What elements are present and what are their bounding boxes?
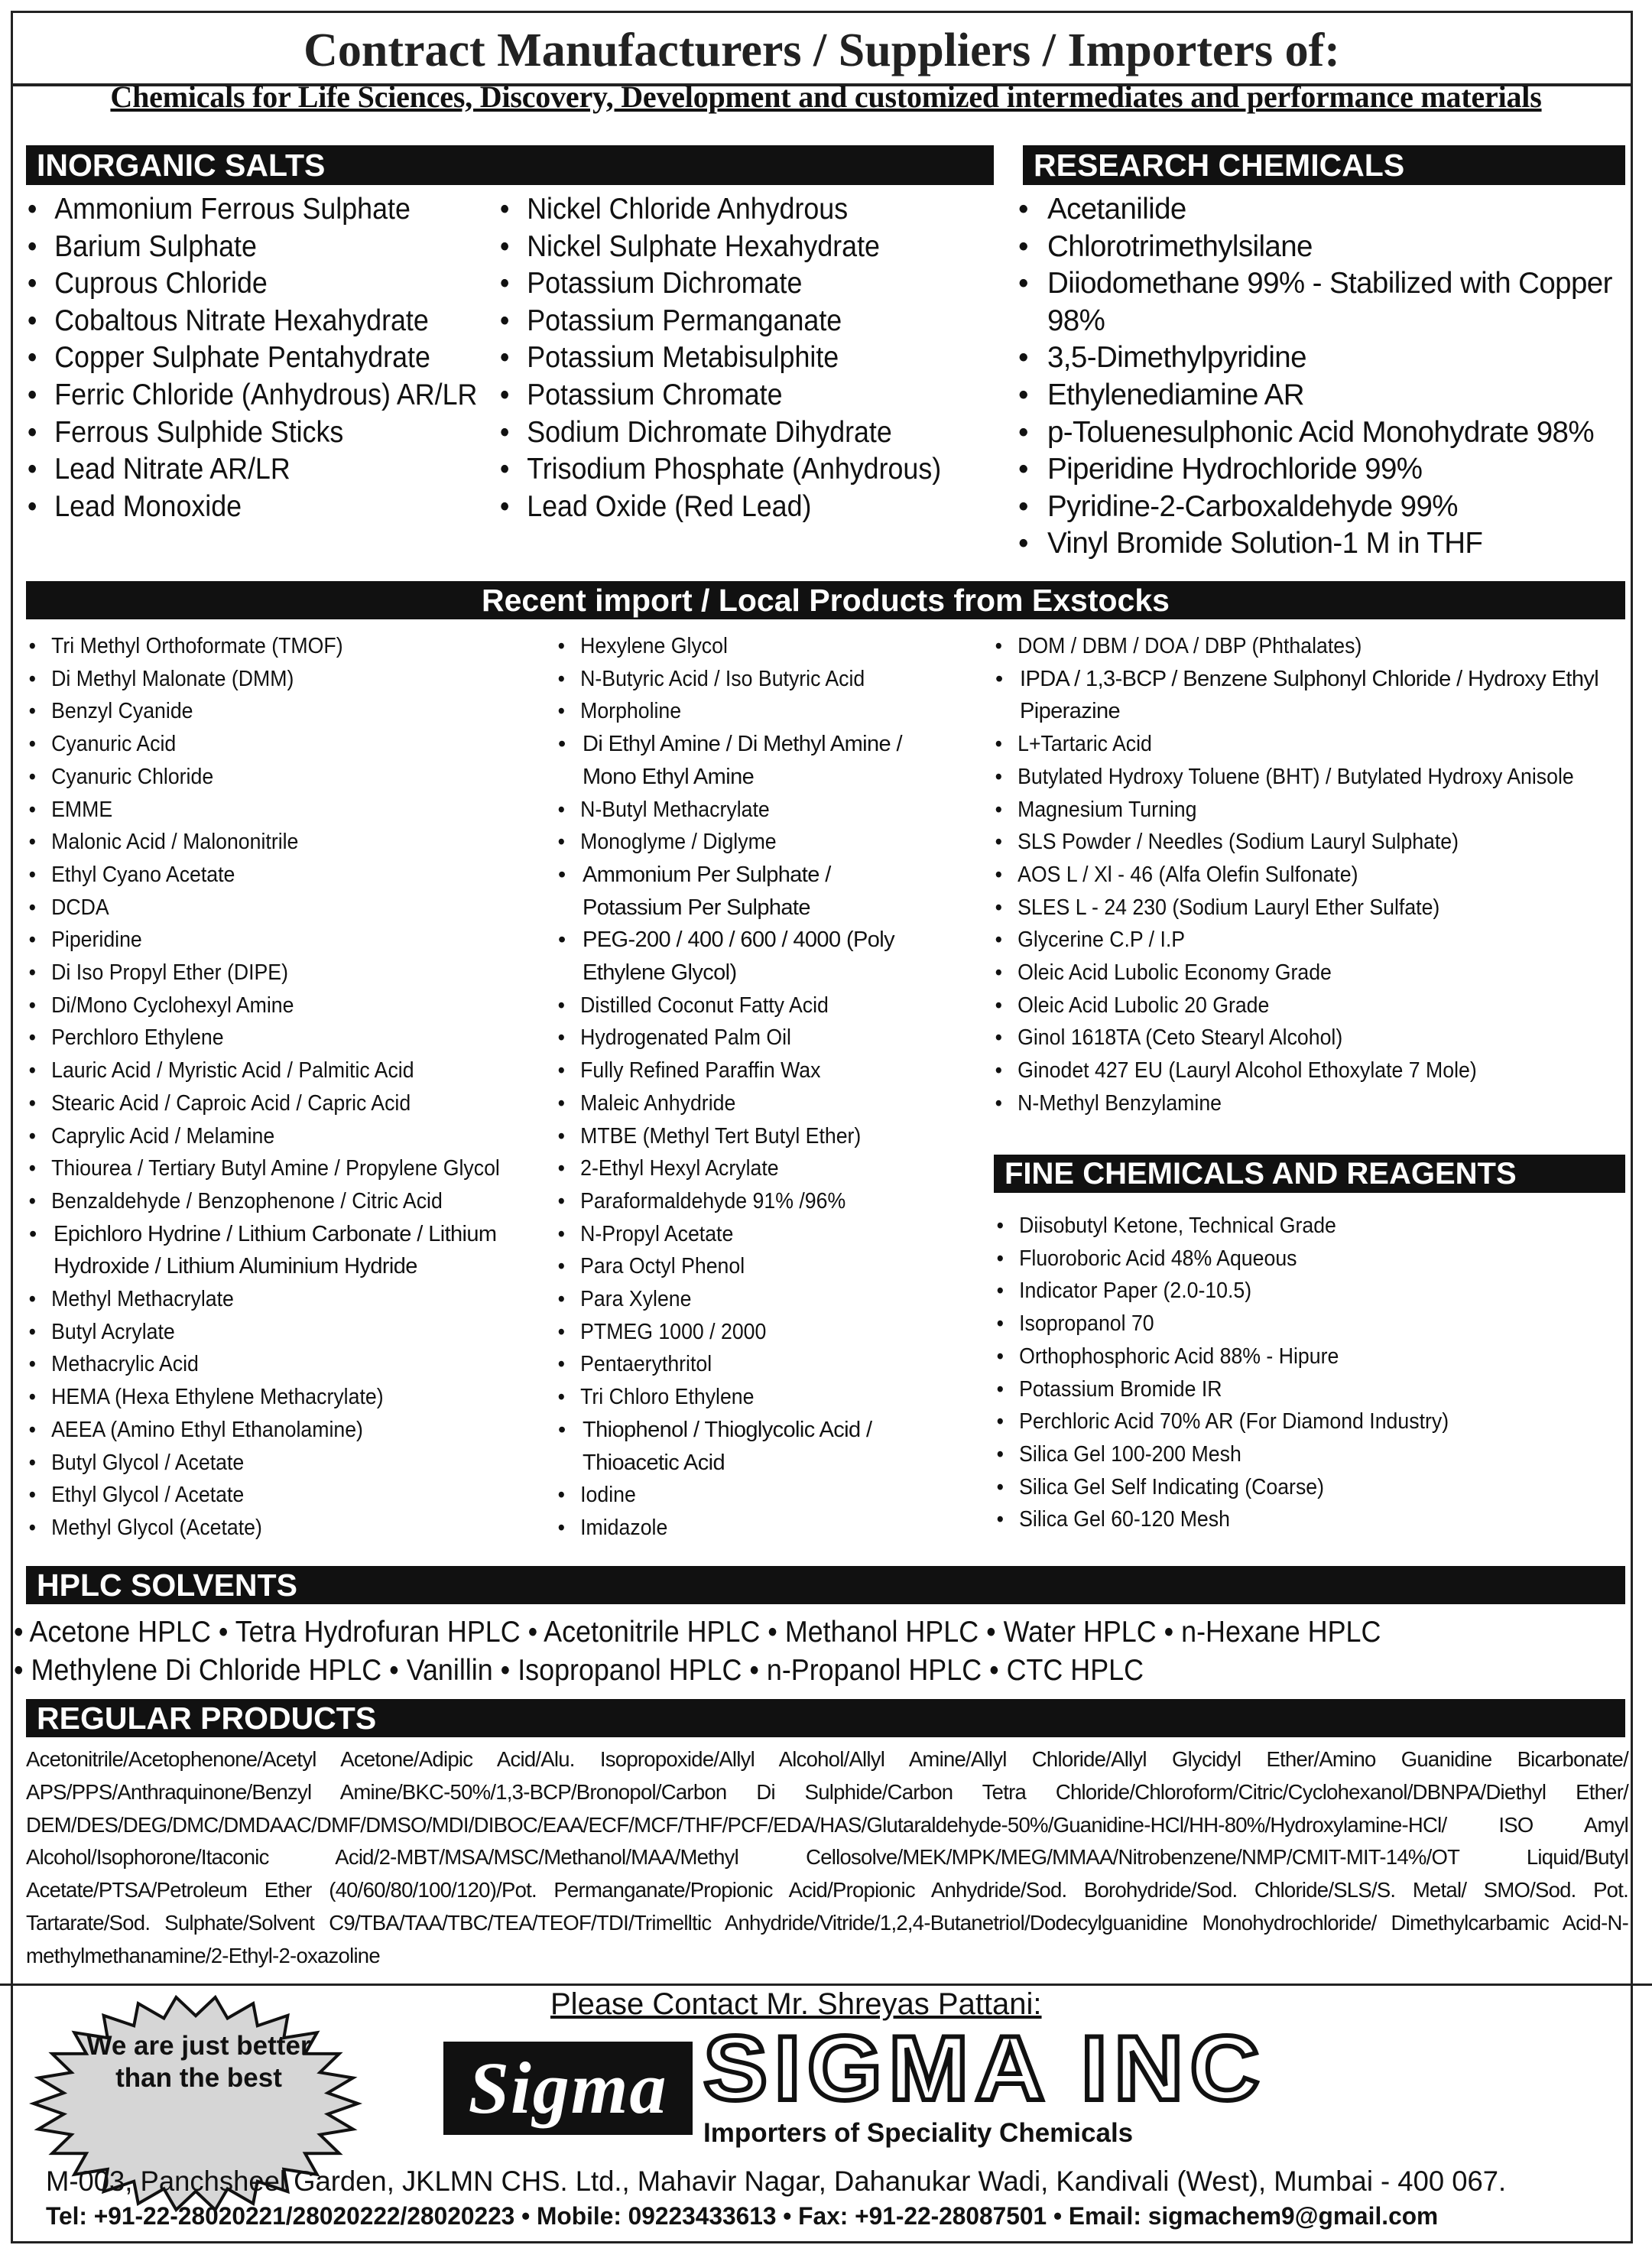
list-item: • 3,5-Dimethylpyridine [1017,340,1613,377]
list-item: • SLES L - 24 230 (Sodium Lauryl Ether Sulfate) [992,892,1576,924]
sigma-script-logo: Sigma [443,2042,693,2135]
list-item: • Benzaldehyde / Benzophenone / Citric Acid [26,1185,518,1218]
list-item: • Isopropanol 70 [994,1308,1570,1340]
list-item: • SLS Powder / Needles (Sodium Lauryl Sulphate) [992,826,1576,859]
list-item: • Ammonium Ferrous Sulphate [26,191,467,229]
list-item: • Methacrylic Acid [26,1348,518,1381]
list-item: • Indicator Paper (2.0-10.5) [994,1275,1570,1308]
fine-chemicals-heading: FINE CHEMICALS AND REAGENTS [994,1155,1625,1193]
list-item: • Potassium Metabisulphite [498,340,953,377]
list-item: • Lead Nitrate AR/LR [26,451,467,489]
sigma-inc-logo: SIGMA INC [703,2017,1266,2120]
list-item: • DOM / DBM / DOA / DBP (Phthalates) [992,630,1576,663]
list-item: • Magnesium Turning [992,794,1576,827]
list-item: • 2-Ethyl Hexyl Acrylate [555,1152,885,1185]
list-item: • Methyl Methacrylate [26,1283,518,1316]
list-item: • Maleic Anhydride [555,1087,885,1120]
list-item: • Paraformaldehyde 91% /96% [555,1185,885,1218]
list-item: • Fully Refined Paraffin Wax [555,1054,885,1087]
hplc-solvents-line-1: • Acetone HPLC • Tetra Hydrofuran HPLC • Acetonitrile HPLC • Methanol HPLC • Water HPLC • n-Hexane HPLC [14,1616,1381,1649]
list-item: • MTBE (Methyl Tert Butyl Ether) [555,1120,885,1153]
list-item: • Ferrous Sulphide Sticks [26,414,467,452]
list-item: • Tri Chloro Ethylene [555,1381,885,1414]
company-address: M-003, Panchsheel Garden, JKLMN CHS. Ltd., Mahavir Nagar, Dahanukar Wadi, Kandivali (West), Mumbai - 400 067. [46,2165,1507,2197]
list-item: • Di/Mono Cyclohexyl Amine [26,989,518,1022]
list-item: • Lauric Acid / Myristic Acid / Palmitic Acid [26,1054,518,1087]
research-chemicals-list [1017,191,1613,563]
list-item: • Distilled Coconut Fatty Acid [555,989,885,1022]
list-item: • Glycerine C.P / I.P [992,924,1576,957]
list-item: • Methyl Glycol (Acetate) [26,1512,518,1545]
list-item: • Oleic Acid Lubolic Economy Grade [992,957,1576,989]
list-item: • Piperidine [26,924,518,957]
list-item: • Ethyl Cyano Acetate [26,859,518,892]
list-item: • Lead Monoxide [26,489,467,526]
list-item: • AOS L / Xl - 46 (Alfa Olefin Sulfonate) [992,859,1576,892]
inorganic-salts-list-2 [498,191,988,525]
list-item: • Cyanuric Chloride [26,761,518,794]
contact-details: Tel: +91-22-28020221/28020222/28020223 • Mobile: 09223433613 • Fax: +91-22-28087501 • Email: sigmachem9@gmail.com [46,2202,1439,2230]
list-item: • Malonic Acid / Malononitrile [26,826,518,859]
list-item: • Barium Sulphate [26,229,467,266]
list-item: • DCDA [26,892,518,924]
list-item: • Pentaerythritol [555,1348,885,1381]
list-item: • Acetanilide [1017,191,1613,229]
list-item: • Sodium Dichromate Dihydrate [498,414,953,452]
research-chemicals-heading: RESEARCH CHEMICALS [1023,145,1625,185]
list-item: • Butyl Glycol / Acetate [26,1447,518,1480]
list-item: • N-Butyric Acid / Iso Butyric Acid [555,663,885,696]
list-item: • Di Ethyl Amine / Di Methyl Amine / Mono Ethyl Amine [555,728,914,793]
list-item: • Potassium Dichromate [498,265,953,303]
page-title: Contract Manufacturers / Suppliers / Importers of: [303,24,1340,76]
list-item: • Silica Gel Self Indicating (Coarse) [994,1471,1570,1504]
list-item: • Monoglyme / Diglyme [555,826,885,859]
list-item: • Diiodomethane 99% - Stabilized with Copper 98% [1017,265,1613,340]
recent-import-list-3 [992,630,1627,1120]
list-item: • N-Propyl Acetate [555,1218,885,1251]
list-item: • Ethylenediamine AR [1017,377,1613,414]
company-tagline: Importers of Speciality Chemicals [703,2118,1134,2148]
recent-import-list-2 [555,630,914,1545]
list-item: • Epichloro Hydrine / Lithium Carbonate / Lithium Hydroxide / Lithium Aluminium Hydride [26,1218,561,1283]
contact-heading: Please Contact Mr. Shreyas Pattani: [550,1987,1042,2021]
list-item: • Cobaltous Nitrate Hexahydrate [26,303,467,340]
inorganic-salts-heading: INORGANIC SALTS [26,145,994,185]
list-item: • N-Butyl Methacrylate [555,794,885,827]
list-item: • Piperidine Hydrochloride 99% [1017,451,1613,489]
list-item: • PEG-200 / 400 / 600 / 4000 (Poly Ethylene Glycol) [555,924,914,989]
list-item: • Thiophenol / Thioglycolic Acid / Thioacetic Acid [555,1414,914,1479]
list-item: • Ginol 1618TA (Ceto Stearyl Alcohol) [992,1022,1576,1054]
list-item: • HEMA (Hexa Ethylene Methacrylate) [26,1381,518,1414]
list-item: • Oleic Acid Lubolic 20 Grade [992,989,1576,1022]
list-item: • Perchloric Acid 70% AR (For Diamond Industry) [994,1405,1570,1438]
recent-import-list-1 [26,630,561,1545]
list-item: • Di Methyl Malonate (DMM) [26,663,518,696]
list-item: • Vinyl Bromide Solution-1 M in THF [1017,525,1613,563]
list-item: • Ferric Chloride (Anhydrous) AR/LR [26,377,467,414]
list-item: • Butylated Hydroxy Toluene (BHT) / Butylated Hydroxy Anisole [992,761,1576,794]
list-item: • PTMEG 1000 / 2000 [555,1316,885,1349]
list-item: • Lead Oxide (Red Lead) [498,489,953,526]
recent-import-heading: Recent import / Local Products from Exstocks [26,581,1625,619]
list-item: • Potassium Permanganate [498,303,953,340]
list-item: • Ethyl Glycol / Acetate [26,1479,518,1512]
list-item: • IPDA / 1,3-BCP / Benzene Sulphonyl Chloride / Hydroxy Ethyl Piperazine [992,663,1627,728]
list-item: • Morpholine [555,695,885,728]
list-item: • Chlorotrimethylsilane [1017,229,1613,266]
list-item: • Hydrogenated Palm Oil [555,1022,885,1054]
list-item: • Cyanuric Acid [26,728,518,761]
list-item: • Potassium Bromide IR [994,1373,1570,1406]
list-item: • Silica Gel 100-200 Mesh [994,1438,1570,1471]
fine-chemicals-list [994,1210,1621,1536]
list-item: • Potassium Chromate [498,377,953,414]
list-item: • Stearic Acid / Caproic Acid / Capric Acid [26,1087,518,1120]
list-item: • Hexylene Glycol [555,630,885,663]
list-item: • Fluoroboric Acid 48% Aqueous [994,1243,1570,1275]
list-item: • Thiourea / Tertiary Butyl Amine / Propylene Glycol [26,1152,518,1185]
list-item: • EMME [26,794,518,827]
list-item: • Ammonium Per Sulphate / Potassium Per Sulphate [555,859,914,924]
list-item: • Iodine [555,1479,885,1512]
list-item: • p-Toluenesulphonic Acid Monohydrate 98% [1017,414,1613,452]
list-item: • Benzyl Cyanide [26,695,518,728]
list-item: • Silica Gel 60-120 Mesh [994,1503,1570,1536]
list-item: • Para Xylene [555,1283,885,1316]
regular-products-text: Acetonitrile/Acetophenone/Acetyl Acetone/Adipic Acid/Alu. Isopropoxide/Allyl Alcohol/Allyl Amine/Allyl Chloride/Allyl Glycidyl Ether/Amino Guanidine Bicarbonate/ APS/PPS/Anthraquinone/Benzyl Amine/BKC-50%/1,3-BCP/Bronopol/Carbon Di Sulphide/Carbon Tetra Chloride/Chloroform/Citric/Cyclohexanol/DBNPA/Diethyl Ether/ DEM/DES/DEG/DMC/DMDAAC/DMF/DMSO/MDI/DIBOC/EAA/ECF/MCF/THF/PCF/EDA/HAS/Glutaraldehyde-50%/Guanidine-HCl/HH-80%/Hydroxylamine-HCl/ ISO Amyl Alcohol/Isophorone/Itaconic Acid/2-MBT/MSA/MSC/Methanol/MAA/Methyl Cellosolve/MEK/MPK/MEG/MMAA/Nitrobenzene/NMP/CMIT-MIT-14%/OT Liquid/Butyl Acetate/PTSA/Petroleum Ether (40/60/80/100/120)/Pot. Permanganate/Propionic Acid/Propionic Anhydride/Sod. Borohydride/Sod. Chloride/SLS/S. Metal/ SMO/Sod. Pot. Tartarate/Sod. Sulphate/Solvent C9/TBA/TAA/TBC/TEA/TEOF/TDI/Trimelltic Anhydride/Vitride/1,2,4-Butanetriol/Dodecylguanidine Monohydrochloride/ Dimethylcarbamic Acid-N-methylmethanamine/2-Ethyl-2-oxazoline [26,1747,1628,1967]
list-item: • Perchloro Ethylene [26,1022,518,1054]
list-item: • Nickel Sulphate Hexahydrate [498,229,953,266]
list-item: • AEEA (Amino Ethyl Ethanolamine) [26,1414,518,1447]
list-item: • Copper Sulphate Pentahydrate [26,340,467,377]
list-item: • Pyridine-2-Carboxaldehyde 99% [1017,489,1613,526]
list-item: • Ginodet 427 EU (Lauryl Alcohol Ethoxylate 7 Mole) [992,1054,1576,1087]
list-item: • Para Octyl Phenol [555,1250,885,1283]
inorganic-salts-list-1 [26,191,500,525]
hplc-solvents-line-2: • Methylene Di Chloride HPLC • Vanillin • Isopropanol HPLC • n-Propanol HPLC • CTC HPLC [14,1654,1144,1687]
list-item: • Butyl Acrylate [26,1316,518,1349]
list-item: • Nickel Chloride Anhydrous [498,191,953,229]
list-item: • Diisobutyl Ketone, Technical Grade [994,1210,1570,1243]
regular-products-heading: REGULAR PRODUCTS [26,1699,1625,1737]
footer-divider [0,1983,1652,1986]
list-item: • Trisodium Phosphate (Anhydrous) [498,451,953,489]
list-item: • Caprylic Acid / Melamine [26,1120,518,1153]
list-item: • N-Methyl Benzylamine [992,1087,1576,1120]
page-subtitle: Chemicals for Life Sciences, Discovery, Development and customized intermediates and performance materials [110,80,1542,114]
list-item: • Orthophosphoric Acid 88% - Hipure [994,1340,1570,1373]
hplc-solvents-heading: HPLC SOLVENTS [26,1566,1625,1604]
list-item: • Di Iso Propyl Ether (DIPE) [26,957,518,989]
starburst-text: We are just better than the best [86,2031,311,2093]
list-item: • Tri Methyl Orthoformate (TMOF) [26,630,518,663]
list-item: • Cuprous Chloride [26,265,467,303]
list-item: • L+Tartaric Acid [992,728,1576,761]
list-item: • Imidazole [555,1512,885,1545]
